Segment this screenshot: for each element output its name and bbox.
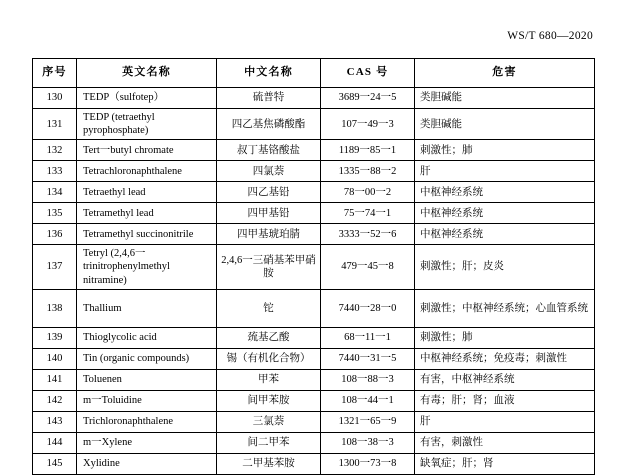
cell-no: 144: [33, 432, 77, 453]
cell-no: 143: [33, 411, 77, 432]
table-row: [33, 432, 595, 453]
cell-no: 140: [33, 348, 77, 369]
cell-cas: 3689一24一5: [321, 88, 415, 109]
cell-hazard: 肝: [415, 411, 595, 432]
cell-no: 137: [33, 245, 77, 289]
cell-cas: 479一45一8: [321, 245, 415, 289]
cell-hazard: 刺激性；中枢神经系统；心血管系统: [415, 289, 595, 327]
cell-cas: 75一74一1: [321, 203, 415, 224]
cell-english-name: Tetramethyl lead: [77, 203, 217, 224]
cell-cas: 7440一28一0: [321, 289, 415, 327]
cell-hazard: 有害，中枢神经系统: [415, 369, 595, 390]
column-header-chinese-name: 中文名称: [217, 59, 321, 88]
cell-english-name: Tetraethyl lead: [77, 182, 217, 203]
cell-cas: 78一00一2: [321, 182, 415, 203]
cell-cas: 108一44一1: [321, 390, 415, 411]
cell-hazard: 刺激性；肺: [415, 140, 595, 161]
cell-hazard: 刺激性；肺: [415, 327, 595, 348]
cell-hazard: 中枢神经系统: [415, 224, 595, 245]
table-row: [33, 245, 595, 289]
table-row: [33, 327, 595, 348]
cell-chinese-name: 铊: [217, 289, 321, 327]
table-body: [33, 88, 595, 475]
cell-chinese-name: 四乙基焦磷酸酯: [217, 109, 321, 140]
cell-no: 139: [33, 327, 77, 348]
table-row: [33, 203, 595, 224]
cell-chinese-name: 间二甲苯: [217, 432, 321, 453]
column-header-no: 序号: [33, 59, 77, 88]
table-row: [33, 88, 595, 109]
cell-english-name: Xylidine: [77, 453, 217, 474]
cell-chinese-name: 2,4,6一三硝基苯甲硝胺: [217, 245, 321, 289]
table-header-row: [33, 59, 595, 88]
cell-cas: 1300一73一8: [321, 453, 415, 474]
cell-no: 141: [33, 369, 77, 390]
cell-english-name: Trichloronaphthalene: [77, 411, 217, 432]
cell-hazard: 类胆碱能: [415, 88, 595, 109]
table-row: [33, 224, 595, 245]
cell-hazard: 有毒；肝；肾；血液: [415, 390, 595, 411]
hazard-table: [32, 58, 595, 475]
cell-english-name: Tetrachloronaphthalene: [77, 161, 217, 182]
cell-no: 133: [33, 161, 77, 182]
cell-english-name: m一Xylene: [77, 432, 217, 453]
cell-chinese-name: 间甲苯胺: [217, 390, 321, 411]
table-row: [33, 390, 595, 411]
cell-chinese-name: 巯基乙酸: [217, 327, 321, 348]
cell-english-name: Toluenen: [77, 369, 217, 390]
cell-english-name: m一Toluidine: [77, 390, 217, 411]
cell-chinese-name: 三氯萘: [217, 411, 321, 432]
table-row: [33, 182, 595, 203]
cell-cas: 107一49一3: [321, 109, 415, 140]
cell-hazard: 中枢神经系统: [415, 182, 595, 203]
cell-cas: 1335一88一2: [321, 161, 415, 182]
cell-chinese-name: 二甲基苯胺: [217, 453, 321, 474]
table-row: [33, 411, 595, 432]
cell-no: 130: [33, 88, 77, 109]
cell-cas: 108一88一3: [321, 369, 415, 390]
cell-chinese-name: 四乙基铅: [217, 182, 321, 203]
cell-english-name: Thioglycolic acid: [77, 327, 217, 348]
cell-no: 135: [33, 203, 77, 224]
table-row: [33, 453, 595, 474]
table-header: [33, 59, 595, 88]
cell-cas: 68一11一1: [321, 327, 415, 348]
column-header-hazard: 危害: [415, 59, 595, 88]
cell-no: 136: [33, 224, 77, 245]
cell-chinese-name: 硫普特: [217, 88, 321, 109]
cell-no: 132: [33, 140, 77, 161]
cell-hazard: 有害，刺激性: [415, 432, 595, 453]
cell-hazard: 缺氧症；肝；肾: [415, 453, 595, 474]
cell-hazard: 中枢神经系统: [415, 203, 595, 224]
cell-chinese-name: 四甲基琥珀腈: [217, 224, 321, 245]
cell-no: 138: [33, 289, 77, 327]
table-row: [33, 109, 595, 140]
table-row: [33, 140, 595, 161]
column-header-cas: CAS 号: [321, 59, 415, 88]
cell-cas: 1321一65一9: [321, 411, 415, 432]
cell-chinese-name: 四氯萘: [217, 161, 321, 182]
cell-no: 142: [33, 390, 77, 411]
table-row: [33, 369, 595, 390]
cell-hazard: 中枢神经系统；免疫毒；刺激性: [415, 348, 595, 369]
cell-english-name: Thallium: [77, 289, 217, 327]
cell-no: 134: [33, 182, 77, 203]
cell-english-name: TEDP（sulfotep）: [77, 88, 217, 109]
table-row: [33, 161, 595, 182]
cell-chinese-name: 锡（有机化合物）: [217, 348, 321, 369]
cell-chinese-name: 四甲基铅: [217, 203, 321, 224]
cell-english-name: TEDP (tetraethyl pyrophosphate): [77, 109, 217, 140]
cell-hazard: 类胆碱能: [415, 109, 595, 140]
cell-chinese-name: 甲苯: [217, 369, 321, 390]
cell-no: 131: [33, 109, 77, 140]
cell-english-name: Tetryl (2,4,6一 trinitrophenylmethyl nitramine): [77, 245, 217, 289]
cell-chinese-name: 叔丁基铬酸盐: [217, 140, 321, 161]
cell-cas: 7440一31一5: [321, 348, 415, 369]
cell-no: 145: [33, 453, 77, 474]
cell-cas: 3333一52一6: [321, 224, 415, 245]
cell-english-name: Tert一butyl chromate: [77, 140, 217, 161]
column-header-english-name: 英文名称: [77, 59, 217, 88]
cell-english-name: Tin (organic compounds): [77, 348, 217, 369]
hazard-table-container: [32, 58, 594, 475]
cell-cas: 1189一85一1: [321, 140, 415, 161]
cell-cas: 108一38一3: [321, 432, 415, 453]
cell-hazard: 肝: [415, 161, 595, 182]
standard-code-header: WS/T 680—2020: [507, 30, 593, 42]
cell-hazard: 刺激性；肝；皮炎: [415, 245, 595, 289]
cell-english-name: Tetramethyl succinonitrile: [77, 224, 217, 245]
table-row: [33, 289, 595, 327]
table-row: [33, 348, 595, 369]
